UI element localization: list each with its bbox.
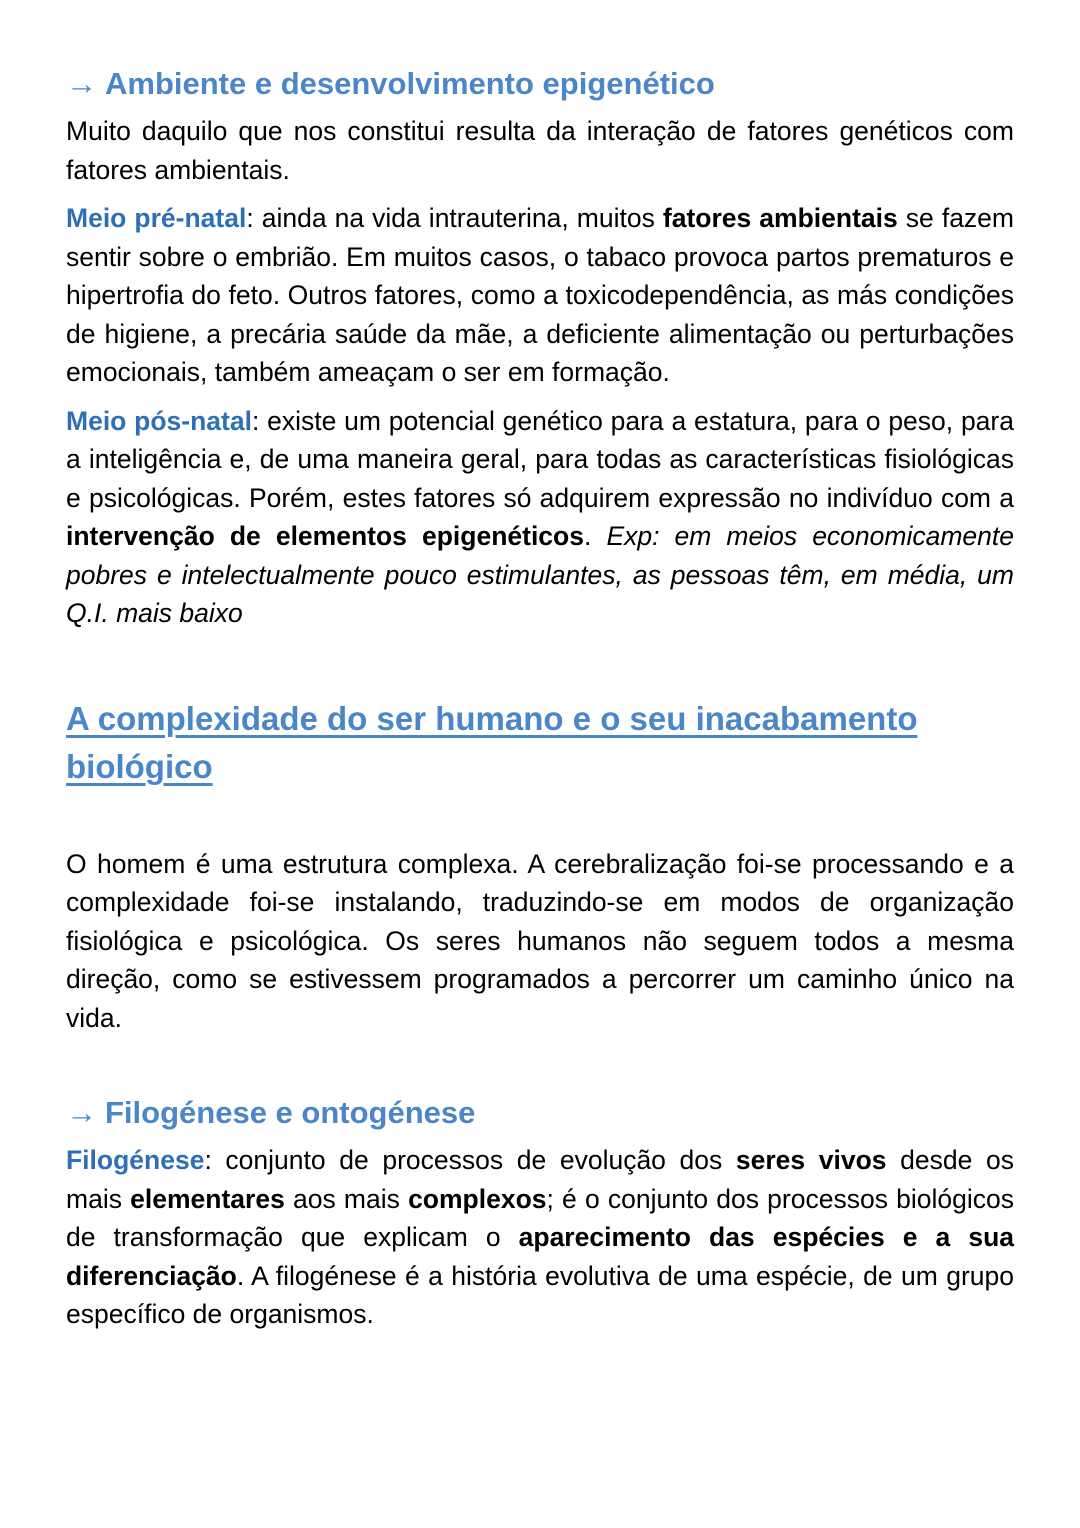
- arrow-right-icon: →: [66, 1095, 97, 1130]
- section-heading-filogenese: [66, 1091, 1014, 1135]
- prenatal-paragraph: Meio pré-natal: ainda na vida intrauterina, muitos fatores ambientais se fazem sentir sobre o embrião. Em muitos casos, o tabaco provoca partos prematuros e hipertrofia do feto. Outros fatores, como a toxicodependência, as más condições de higiene, a precária saúde da mãe, a deficiente alimentação ou perturbações emocionais, também ameaçam o ser em formação.: [66, 203, 1014, 387]
- term-postnatal: Meio pós-natal: [66, 405, 252, 436]
- main-heading-complexidade: A complexidade do ser humano e o seu inacabamento biológico: [66, 699, 918, 785]
- section-heading-text: Ambiente e desenvolvimento epigenético: [105, 66, 715, 101]
- bold-elementos-epigeneticos: intervenção de elementos epigenéticos: [66, 521, 584, 551]
- term-prenatal: Meio pré-natal: [66, 203, 247, 233]
- filogenese-paragraph: Filogénese: conjunto de processos de evolução dos seres vivos desde os mais elementares aos mais complexos; é o conjunto dos processos biológicos de transformação que explicam o aparecimento das espécies e a sua diferenciação. A filogénese é a história evolutiva de uma espécie, de um grupo específico de organismos.: [66, 1145, 1014, 1329]
- bold-fatores-ambientais: fatores ambientais: [662, 203, 898, 233]
- arrow-right-icon: →: [66, 66, 97, 101]
- term-filogenese: Filogénese: [66, 1145, 205, 1175]
- example-text: Exp: em meios economicamente pobres e intelectualmente pouco estimulantes, as pessoas têm, em média, um Q.I. mais baixo: [66, 521, 1014, 628]
- intro-paragraph: Muito daquilo que nos constitui resulta da interação de fatores genéticos com fatores ambientais.: [66, 116, 1014, 185]
- section-heading-text: Filogénese e ontogénese: [105, 1095, 476, 1130]
- postnatal-paragraph: Meio pós-natal: existe um potencial genético para a estatura, para o peso, para a inteligência e, de uma maneira geral, para todas as características fisiológicas e psicológicas. Porém, estes fatores só adquirem expressão no indivíduo com a intervenção de elementos epigenéticos. Exp: em meios economicamente pobres e intelectualmente pouco estimulantes, as pessoas têm, em média, um Q.I. mais baixo: [66, 405, 1014, 628]
- complexidade-paragraph: O homem é uma estrutura complexa. A cerebralização foi-se processando e a complexidade foi-se instalando, traduzindo-se em modos de organização fisiológica e psicológica. Os seres humanos não seguem todos a mesma direção, como se estivessem programados a percorrer um caminho único na vida.: [66, 848, 1014, 1033]
- document-page: [66, 62, 1014, 1344]
- section-heading-ambiente: [66, 62, 1014, 106]
